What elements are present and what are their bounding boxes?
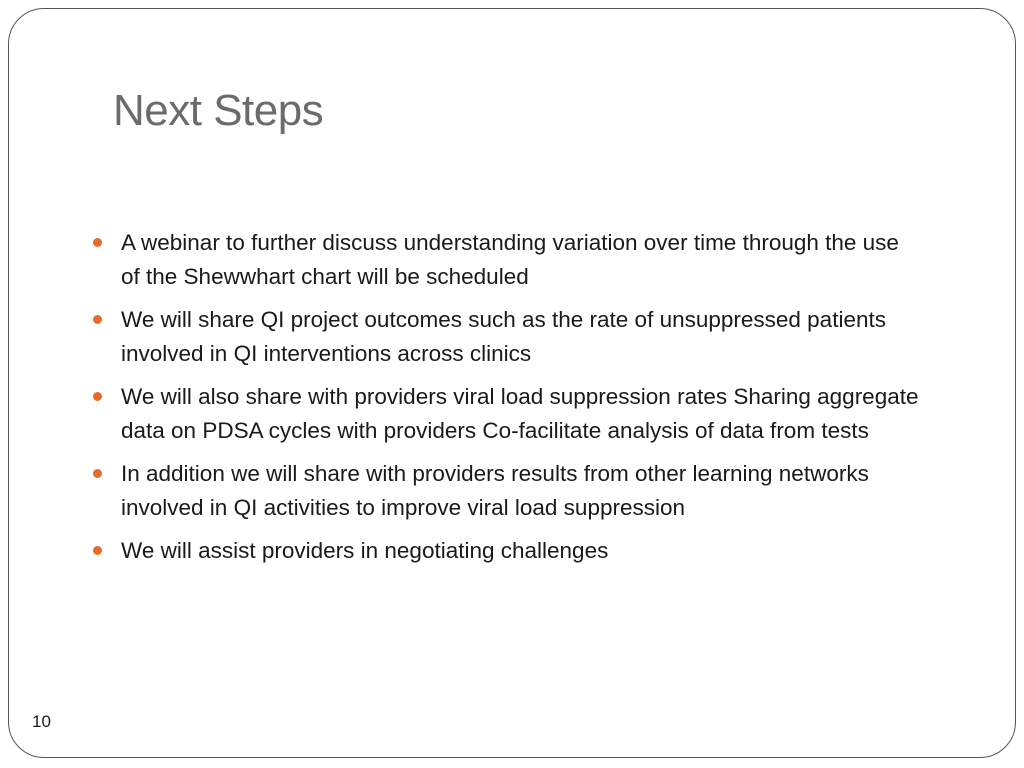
bullet-dot-icon [93, 469, 102, 478]
bullet-item [92, 457, 922, 525]
bullet-text: In addition we will share with providers results from other learning networks involved in QI activities to improve viral load suppression [121, 461, 869, 520]
bullet-dot-icon [93, 315, 102, 324]
bullet-dot-icon [93, 546, 102, 555]
bullet-text: We will assist providers in negotiating challenges [121, 538, 609, 563]
bullet-dot-icon [93, 238, 102, 247]
bullet-item [92, 534, 922, 568]
bullet-item [92, 226, 922, 294]
bullet-text: We will share QI project outcomes such as the rate of unsuppressed patients involved in QI interventions across clinics [121, 307, 886, 366]
bullet-list [92, 226, 922, 577]
bullet-item [92, 380, 922, 448]
bullet-text: A webinar to further discuss understanding variation over time through the use of the Shewwhart chart will be scheduled [121, 230, 899, 289]
page-number: 10 [32, 712, 51, 731]
slide-title: Next Steps [113, 86, 324, 135]
bullet-text: We will also share with providers viral load suppression rates Sharing aggregate data on PDSA cycles with providers Co-facilitate analysis of data from tests [121, 384, 919, 443]
bullet-item [92, 303, 922, 371]
bullet-dot-icon [93, 392, 102, 401]
